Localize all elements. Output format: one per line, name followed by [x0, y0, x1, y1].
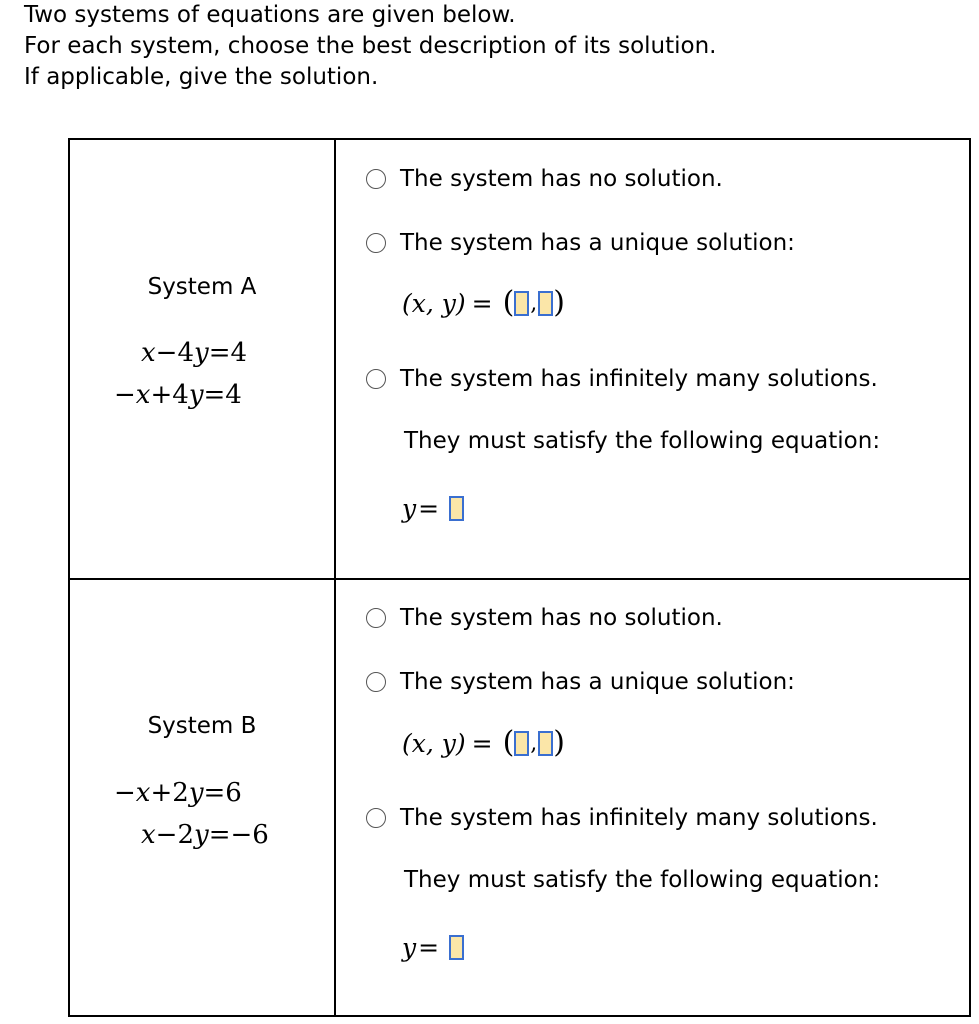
radio-button[interactable]: [366, 169, 386, 189]
radio-button[interactable]: [366, 672, 386, 692]
radio-button[interactable]: [366, 369, 386, 389]
system-b-equation-1: −x+2y=6: [114, 778, 242, 808]
system-a-equation-2: −x+4y=4: [114, 380, 242, 410]
instructions: [24, 0, 717, 93]
comma: ,: [530, 290, 538, 316]
system-a-option-unique[interactable]: The system has a unique solution:: [366, 226, 795, 260]
system-a-y-input[interactable]: [538, 291, 553, 316]
instruction-line-3: If applicable, give the solution.: [24, 64, 379, 90]
system-b-option-unique[interactable]: The system has a unique solution:: [366, 665, 795, 699]
system-b-option-no-solution[interactable]: The system has no solution.: [366, 601, 723, 635]
system-b-title: System B: [147, 713, 257, 739]
radio-button[interactable]: [366, 608, 386, 628]
system-a-title: System A: [147, 274, 257, 300]
comma: ,: [530, 730, 538, 756]
system-b-equation-2: x−2y=−6: [141, 820, 269, 850]
system-a-y-expression-input[interactable]: [449, 496, 464, 521]
system-b-y-input[interactable]: [538, 731, 553, 756]
open-paren: (: [502, 725, 515, 760]
instruction-line-2: For each system, choose the best description of its solution.: [24, 33, 717, 59]
system-a-option-no-solution[interactable]: The system has no solution.: [366, 162, 723, 196]
system-a-x-input[interactable]: [514, 291, 529, 316]
radio-button[interactable]: [366, 233, 386, 253]
system-a-option-infinite[interactable]: The system has infinitely many solutions.: [366, 362, 878, 396]
column-divider: [334, 140, 336, 1015]
close-paren: ): [553, 285, 566, 320]
systems-table: [68, 138, 971, 1017]
open-paren: (: [502, 285, 515, 320]
system-b-satisfy-note: They must satisfy the following equation:: [404, 867, 881, 893]
system-b-unique-answer: (x, y) = ( , ): [402, 725, 566, 760]
row-divider: [70, 578, 969, 580]
system-b-x-input[interactable]: [514, 731, 529, 756]
radio-button[interactable]: [366, 808, 386, 828]
system-a-unique-answer: (x, y) = ( , ): [402, 285, 566, 320]
system-a-satisfy-note: They must satisfy the following equation:: [404, 428, 881, 454]
system-b-y-equation: y =: [402, 933, 464, 962]
close-paren: ): [553, 725, 566, 760]
system-b-option-infinite[interactable]: The system has infinitely many solutions.: [366, 801, 878, 835]
system-a-equation-1: x−4y=4: [141, 338, 248, 368]
system-b-y-expression-input[interactable]: [449, 935, 464, 960]
system-a-y-equation: y =: [402, 494, 464, 523]
instruction-line-1: Two systems of equations are given below.: [24, 2, 516, 28]
